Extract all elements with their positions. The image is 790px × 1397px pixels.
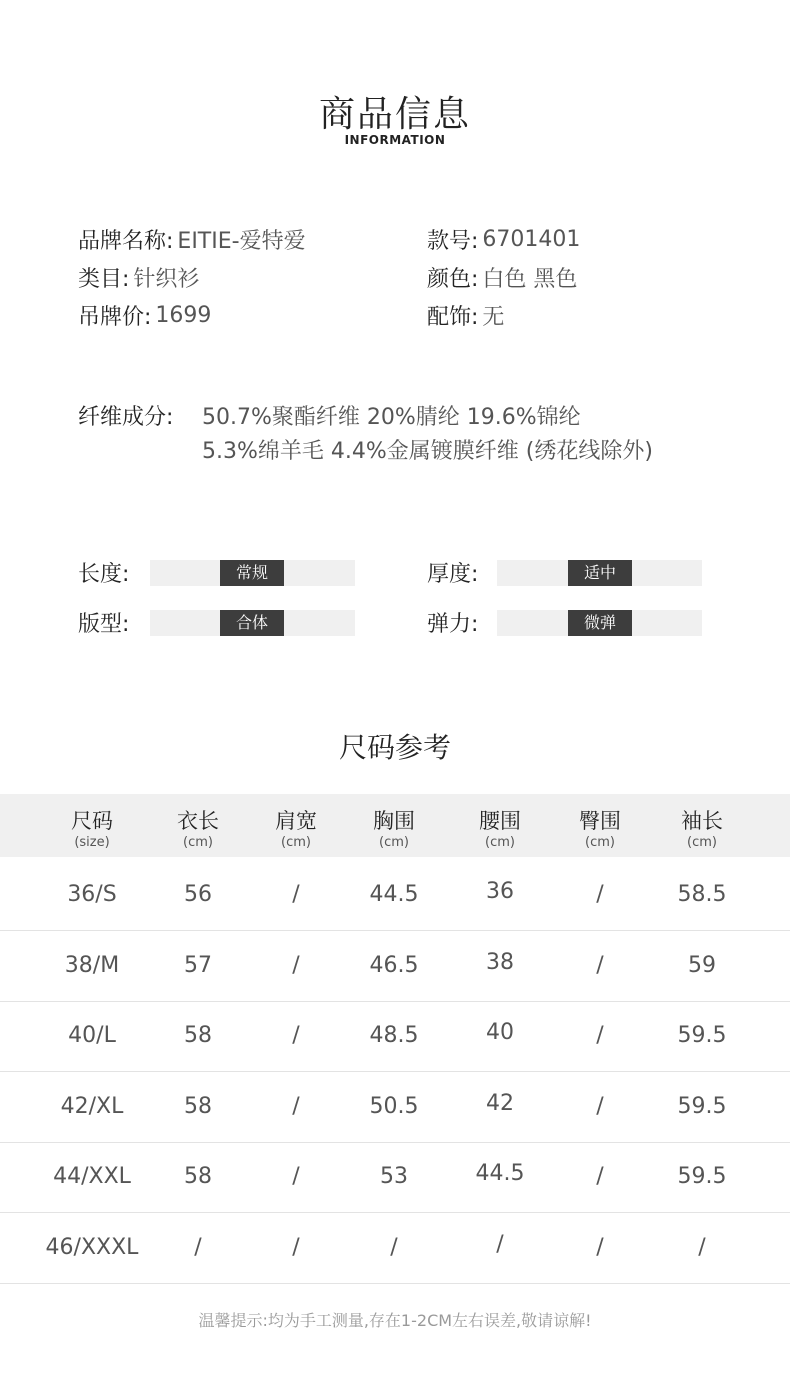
table-cell: 44.5 <box>475 1161 525 1186</box>
color-row <box>427 262 577 292</box>
table-row <box>0 930 790 1002</box>
table-cell: / <box>292 1093 300 1119</box>
length-label: 长度: <box>78 562 130 587</box>
table-cell: 58.5 <box>677 882 727 907</box>
table-cell: 38/M <box>64 952 120 978</box>
header-chest: 胸围 (cm) <box>373 809 415 850</box>
accessory-row <box>427 300 504 330</box>
table-cell: 42/XL <box>60 1093 124 1119</box>
table-cell: 36/S <box>67 882 117 907</box>
header-shoulder: 肩宽 (cm) <box>275 809 317 850</box>
price-label: 吊牌价: <box>78 304 152 330</box>
fit-pill: 合体 <box>220 610 284 636</box>
table-cell: 58 <box>184 1023 212 1048</box>
table-cell: 46/XXXL <box>45 1234 139 1260</box>
accessory-value: 无 <box>482 304 505 330</box>
thickness-pill: 适中 <box>568 560 632 586</box>
table-cell: 46.5 <box>369 952 419 978</box>
fiber-line-1: 50.7%聚酯纤维 20%腈纶 19.6%锦纶 <box>202 405 581 430</box>
section-subtitle: INFORMATION <box>344 133 446 147</box>
table-cell: / <box>390 1234 398 1260</box>
table-cell: / <box>292 1234 300 1260</box>
thickness-label: 厚度: <box>427 562 479 587</box>
fit-label: 版型: <box>78 612 130 637</box>
length-pill: 常规 <box>220 560 284 586</box>
table-cell: 44.5 <box>369 882 419 907</box>
table-cell: / <box>292 952 300 978</box>
table-cell: / <box>292 1023 300 1048</box>
style-label: 款号: <box>427 228 479 254</box>
style-value: 6701401 <box>482 226 581 252</box>
table-row <box>0 1000 790 1072</box>
table-cell: 58 <box>184 1164 212 1189</box>
table-cell: / <box>596 952 604 978</box>
table-cell: / <box>698 1234 706 1260</box>
table-cell: 42 <box>486 1090 514 1116</box>
price-row <box>78 300 211 330</box>
table-row <box>0 1141 790 1213</box>
table-cell: 50.5 <box>369 1093 419 1119</box>
table-cell: / <box>596 1234 604 1260</box>
price-value: 1699 <box>155 302 212 328</box>
table-cell: 38 <box>486 949 514 975</box>
header-size: 尺码 (size) <box>71 809 113 850</box>
elasticity-pill: 微弹 <box>568 610 632 636</box>
table-cell: 58 <box>184 1093 212 1119</box>
table-row <box>0 1071 790 1143</box>
table-cell: / <box>292 1164 300 1189</box>
table-cell: 59 <box>688 952 716 978</box>
table-cell: / <box>596 1164 604 1189</box>
brand-label: 品牌名称: <box>78 228 174 254</box>
fiber-label: 纤维成分: <box>78 405 174 430</box>
category-row <box>78 262 199 292</box>
category-label: 类目: <box>78 266 130 292</box>
color-label: 颜色: <box>427 266 479 292</box>
category-value: 针织衫 <box>133 266 200 292</box>
table-cell: / <box>194 1234 202 1260</box>
table-cell: / <box>596 882 604 907</box>
fiber-line-2: 5.3%绵羊毛 4.4%金属镀膜纤维 (绣花线除外) <box>202 439 653 464</box>
brand-value: EITIE-爱特爱 <box>177 228 306 254</box>
elasticity-label: 弹力: <box>427 612 479 637</box>
table-cell: / <box>596 1023 604 1048</box>
table-cell: 57 <box>184 952 212 978</box>
header-length: 衣长 (cm) <box>177 809 219 850</box>
style-row <box>427 224 580 254</box>
table-cell: 56 <box>184 882 212 907</box>
table-row <box>0 1212 790 1284</box>
header-waist: 腰围 (cm) <box>479 809 521 850</box>
table-cell: 44/XXL <box>53 1164 131 1189</box>
table-cell: 59.5 <box>677 1164 727 1189</box>
color-value: 白色 黑色 <box>482 266 578 292</box>
table-cell: 36 <box>486 879 514 904</box>
table-cell: 53 <box>380 1164 408 1189</box>
measurement-note: 温馨提示:均为手工测量,存在1-2CM左右误差,敬请谅解! <box>198 1311 592 1330</box>
table-cell: 40/L <box>68 1023 116 1048</box>
table-cell: 59.5 <box>677 1093 727 1119</box>
accessory-label: 配饰: <box>427 304 479 330</box>
brand-row <box>78 224 306 254</box>
size-chart-title: 尺码参考 <box>338 731 451 764</box>
table-cell: / <box>292 882 300 907</box>
section-title: 商品信息 <box>318 94 471 135</box>
table-cell: / <box>496 1231 504 1257</box>
table-cell: 59.5 <box>677 1023 727 1048</box>
table-cell: 40 <box>486 1020 514 1045</box>
table-cell: / <box>596 1093 604 1119</box>
table-cell: 48.5 <box>369 1023 419 1048</box>
header-sleeve: 袖长 (cm) <box>681 809 723 850</box>
size-table-header <box>0 794 790 857</box>
header-hip: 臀围 (cm) <box>579 809 621 850</box>
table-row <box>0 859 790 931</box>
